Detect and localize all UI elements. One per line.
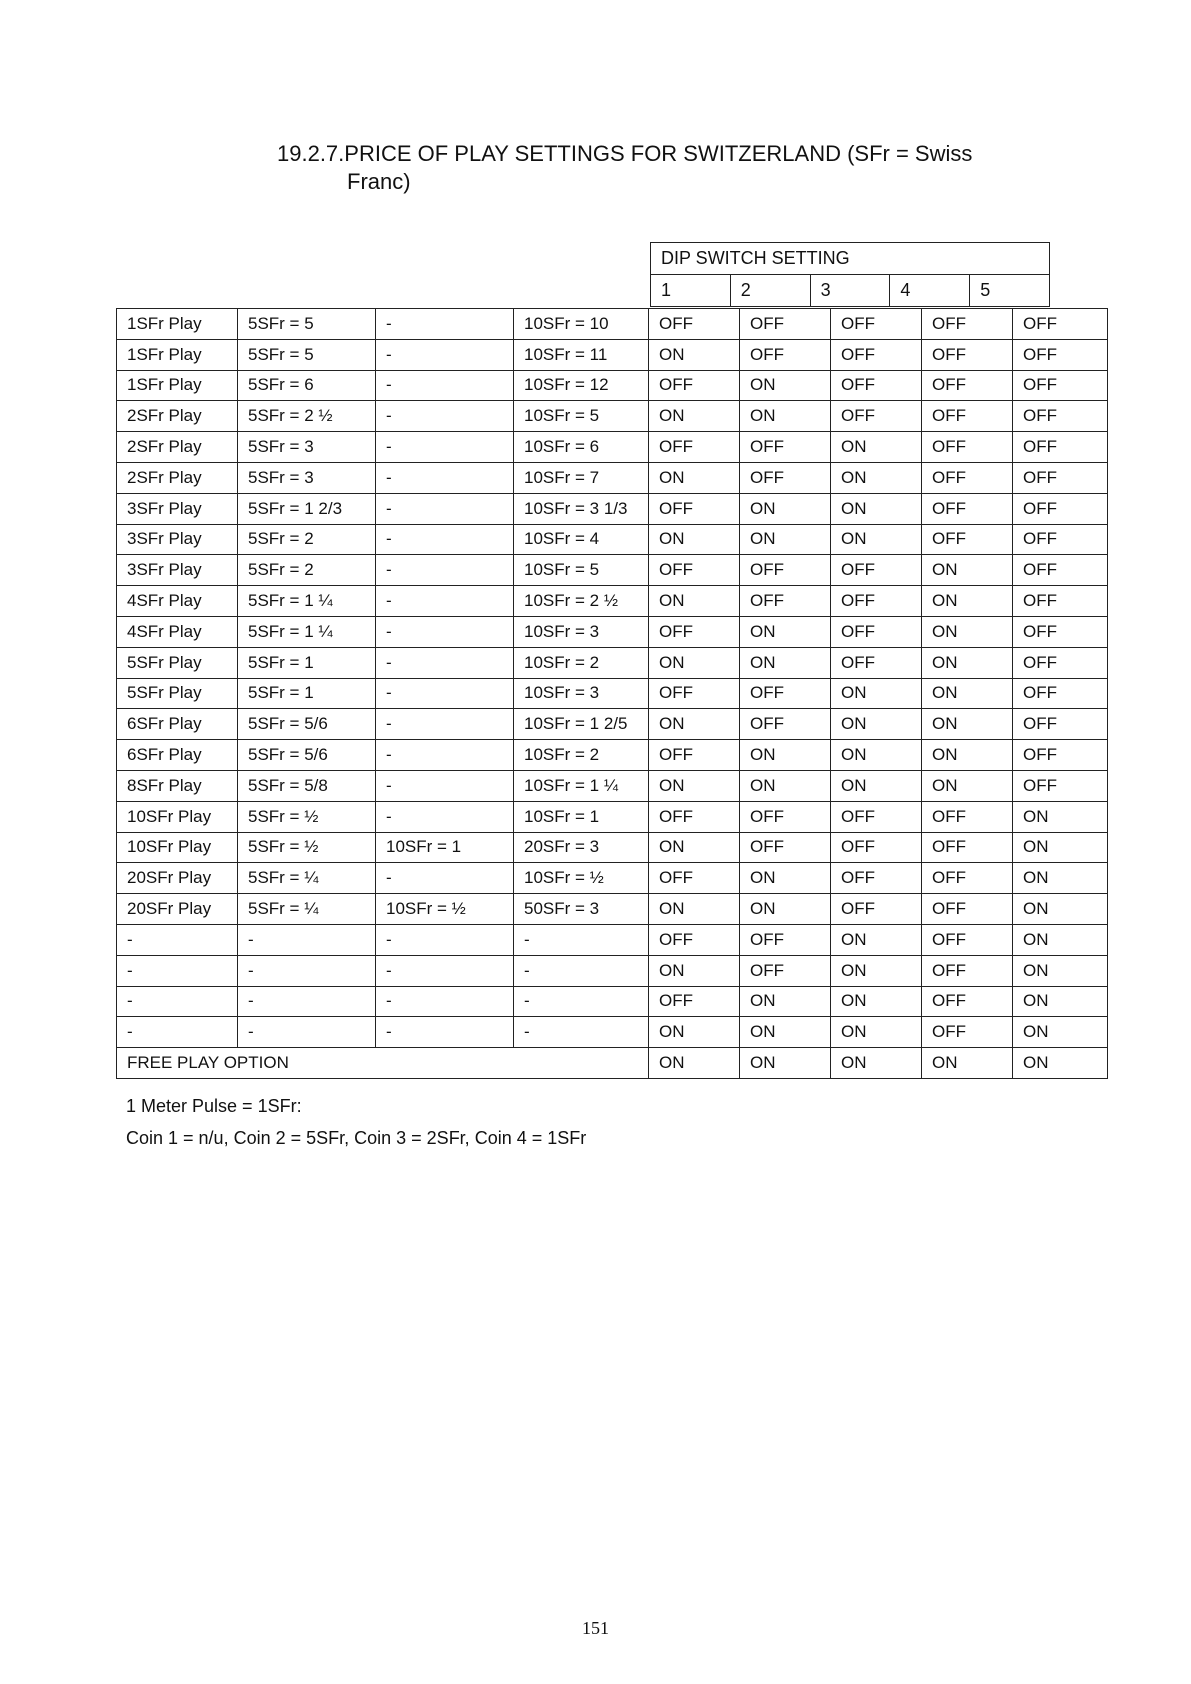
cell-switch-3: ON bbox=[831, 678, 922, 709]
table-row bbox=[117, 524, 1108, 555]
table-row bbox=[117, 986, 1108, 1017]
cell-switch-1: OFF bbox=[649, 924, 740, 955]
cell-switch-5: OFF bbox=[1013, 678, 1108, 709]
cell-switch-5: ON bbox=[1013, 832, 1108, 863]
cell-coin-10sfr-bonus: - bbox=[376, 740, 514, 771]
cell-coin-alt: 20SFr = 3 bbox=[514, 832, 649, 863]
switch-number-1: 1 bbox=[651, 275, 731, 307]
table-row bbox=[117, 647, 1108, 678]
cell-coin-5sfr: - bbox=[238, 955, 376, 986]
cell-switch-1: ON bbox=[649, 462, 740, 493]
cell-switch-5: ON bbox=[1013, 924, 1108, 955]
heading-line-2: Franc) bbox=[347, 169, 411, 194]
cell-switch-1: ON bbox=[649, 770, 740, 801]
cell-switch-3: ON bbox=[831, 986, 922, 1017]
cell-coin-alt: 10SFr = 7 bbox=[514, 462, 649, 493]
table-row bbox=[117, 370, 1108, 401]
cell-switch-4: OFF bbox=[922, 863, 1013, 894]
cell-switch-2: OFF bbox=[740, 432, 831, 463]
cell-switch-4: OFF bbox=[922, 924, 1013, 955]
cell-play-cost: 1SFr Play bbox=[117, 339, 238, 370]
cell-free-play-switch-4: ON bbox=[922, 1048, 1013, 1079]
cell-switch-4: OFF bbox=[922, 462, 1013, 493]
table-row bbox=[117, 709, 1108, 740]
cell-switch-1: ON bbox=[649, 401, 740, 432]
free-play-row bbox=[117, 1048, 1108, 1079]
table-row bbox=[117, 339, 1108, 370]
cell-switch-1: OFF bbox=[649, 493, 740, 524]
cell-switch-2: ON bbox=[740, 770, 831, 801]
table-row bbox=[117, 401, 1108, 432]
cell-switch-3: ON bbox=[831, 770, 922, 801]
cell-switch-1: OFF bbox=[649, 555, 740, 586]
table-row bbox=[117, 678, 1108, 709]
cell-coin-5sfr: 5SFr = 6 bbox=[238, 370, 376, 401]
table-row bbox=[117, 955, 1108, 986]
cell-switch-2: ON bbox=[740, 616, 831, 647]
cell-coin-5sfr: 5SFr = 5 bbox=[238, 309, 376, 340]
cell-switch-1: OFF bbox=[649, 740, 740, 771]
cell-switch-5: OFF bbox=[1013, 647, 1108, 678]
cell-play-cost: 20SFr Play bbox=[117, 894, 238, 925]
cell-switch-3: OFF bbox=[831, 309, 922, 340]
cell-play-cost: 5SFr Play bbox=[117, 647, 238, 678]
cell-coin-alt: 10SFr = 1 2/5 bbox=[514, 709, 649, 740]
cell-coin-10sfr-bonus: - bbox=[376, 586, 514, 617]
cell-coin-5sfr: 5SFr = 5 bbox=[238, 339, 376, 370]
cell-switch-2: ON bbox=[740, 401, 831, 432]
cell-switch-4: ON bbox=[922, 740, 1013, 771]
cell-switch-2: OFF bbox=[740, 462, 831, 493]
cell-free-play-switch-3: ON bbox=[831, 1048, 922, 1079]
cell-play-cost: 3SFr Play bbox=[117, 493, 238, 524]
cell-coin-alt: 10SFr = 5 bbox=[514, 555, 649, 586]
cell-coin-10sfr-bonus: - bbox=[376, 432, 514, 463]
cell-switch-4: ON bbox=[922, 709, 1013, 740]
table-row bbox=[117, 555, 1108, 586]
cell-switch-3: OFF bbox=[831, 339, 922, 370]
cell-switch-4: OFF bbox=[922, 493, 1013, 524]
cell-coin-alt: 10SFr = 6 bbox=[514, 432, 649, 463]
cell-switch-3: OFF bbox=[831, 894, 922, 925]
cell-switch-2: ON bbox=[740, 986, 831, 1017]
cell-coin-10sfr-bonus: - bbox=[376, 1017, 514, 1048]
cell-play-cost: 6SFr Play bbox=[117, 740, 238, 771]
cell-switch-5: OFF bbox=[1013, 770, 1108, 801]
cell-coin-alt: 10SFr = 12 bbox=[514, 370, 649, 401]
cell-switch-4: OFF bbox=[922, 524, 1013, 555]
cell-switch-3: ON bbox=[831, 432, 922, 463]
cell-coin-5sfr: 5SFr = ½ bbox=[238, 832, 376, 863]
cell-switch-3: ON bbox=[831, 924, 922, 955]
cell-switch-3: OFF bbox=[831, 801, 922, 832]
table-row bbox=[117, 586, 1108, 617]
cell-switch-5: ON bbox=[1013, 986, 1108, 1017]
table-row bbox=[117, 1017, 1108, 1048]
cell-switch-5: OFF bbox=[1013, 339, 1108, 370]
table-row bbox=[117, 924, 1108, 955]
cell-coin-10sfr-bonus: - bbox=[376, 370, 514, 401]
cell-coin-10sfr-bonus: - bbox=[376, 616, 514, 647]
cell-coin-5sfr: 5SFr = 5/8 bbox=[238, 770, 376, 801]
cell-switch-1: OFF bbox=[649, 309, 740, 340]
cell-switch-5: OFF bbox=[1013, 370, 1108, 401]
heading-line-1: 19.2.7.PRICE OF PLAY SETTINGS FOR SWITZERLAND (SFr = Swiss bbox=[277, 141, 973, 166]
cell-play-cost: 20SFr Play bbox=[117, 863, 238, 894]
cell-coin-5sfr: 5SFr = 1 bbox=[238, 647, 376, 678]
cell-switch-3: ON bbox=[831, 740, 922, 771]
table-row bbox=[117, 432, 1108, 463]
cell-switch-3: ON bbox=[831, 1017, 922, 1048]
cell-coin-alt: 10SFr = 4 bbox=[514, 524, 649, 555]
cell-free-play-switch-5: ON bbox=[1013, 1048, 1108, 1079]
cell-switch-1: ON bbox=[649, 1017, 740, 1048]
cell-switch-2: OFF bbox=[740, 678, 831, 709]
cell-play-cost: 6SFr Play bbox=[117, 709, 238, 740]
note-coin-values: Coin 1 = n/u, Coin 2 = 5SFr, Coin 3 = 2SFr, Coin 4 = 1SFr bbox=[126, 1128, 587, 1148]
cell-switch-4: OFF bbox=[922, 401, 1013, 432]
table-row bbox=[117, 770, 1108, 801]
cell-coin-alt: - bbox=[514, 924, 649, 955]
cell-coin-10sfr-bonus: - bbox=[376, 555, 514, 586]
price-of-play-table-body bbox=[117, 309, 1108, 1079]
cell-switch-5: OFF bbox=[1013, 616, 1108, 647]
cell-switch-1: OFF bbox=[649, 370, 740, 401]
cell-switch-3: ON bbox=[831, 955, 922, 986]
cell-switch-4: OFF bbox=[922, 801, 1013, 832]
cell-coin-10sfr-bonus: - bbox=[376, 924, 514, 955]
cell-switch-5: ON bbox=[1013, 1017, 1108, 1048]
cell-play-cost: 1SFr Play bbox=[117, 309, 238, 340]
page-number: 151 bbox=[582, 1618, 609, 1638]
cell-coin-10sfr-bonus: - bbox=[376, 863, 514, 894]
cell-switch-2: OFF bbox=[740, 801, 831, 832]
cell-coin-alt: 10SFr = 1 ¼ bbox=[514, 770, 649, 801]
cell-coin-10sfr-bonus: - bbox=[376, 770, 514, 801]
cell-coin-10sfr-bonus: - bbox=[376, 647, 514, 678]
cell-switch-3: OFF bbox=[831, 370, 922, 401]
cell-play-cost: 2SFr Play bbox=[117, 462, 238, 493]
cell-coin-alt: 10SFr = 2 bbox=[514, 740, 649, 771]
cell-free-play-switch-1: ON bbox=[649, 1048, 740, 1079]
cell-coin-10sfr-bonus: - bbox=[376, 339, 514, 370]
cell-coin-10sfr-bonus: - bbox=[376, 493, 514, 524]
table-row bbox=[117, 493, 1108, 524]
cell-coin-5sfr: 5SFr = ½ bbox=[238, 801, 376, 832]
cell-switch-2: ON bbox=[740, 493, 831, 524]
cell-coin-5sfr: - bbox=[238, 986, 376, 1017]
cell-coin-5sfr: - bbox=[238, 924, 376, 955]
cell-switch-1: ON bbox=[649, 955, 740, 986]
table-row bbox=[117, 863, 1108, 894]
cell-play-cost: - bbox=[117, 924, 238, 955]
section-heading bbox=[277, 140, 1077, 196]
cell-play-cost: 10SFr Play bbox=[117, 801, 238, 832]
cell-play-cost: 5SFr Play bbox=[117, 678, 238, 709]
cell-coin-alt: 10SFr = 3 1/3 bbox=[514, 493, 649, 524]
cell-coin-alt: 10SFr = 3 bbox=[514, 678, 649, 709]
table-row bbox=[117, 894, 1108, 925]
cell-coin-5sfr: 5SFr = 2 ½ bbox=[238, 401, 376, 432]
cell-switch-5: OFF bbox=[1013, 709, 1108, 740]
cell-play-cost: - bbox=[117, 1017, 238, 1048]
cell-switch-5: OFF bbox=[1013, 401, 1108, 432]
cell-switch-4: ON bbox=[922, 555, 1013, 586]
cell-play-cost: 3SFr Play bbox=[117, 555, 238, 586]
cell-switch-3: ON bbox=[831, 493, 922, 524]
cell-switch-2: ON bbox=[740, 647, 831, 678]
cell-switch-4: OFF bbox=[922, 832, 1013, 863]
cell-coin-alt: 10SFr = 2 ½ bbox=[514, 586, 649, 617]
cell-play-cost: 1SFr Play bbox=[117, 370, 238, 401]
cell-coin-5sfr: 5SFr = 5/6 bbox=[238, 740, 376, 771]
cell-coin-alt: 10SFr = 5 bbox=[514, 401, 649, 432]
cell-play-cost: 8SFr Play bbox=[117, 770, 238, 801]
cell-coin-10sfr-bonus: - bbox=[376, 709, 514, 740]
cell-coin-5sfr: 5SFr = 1 ¼ bbox=[238, 616, 376, 647]
cell-coin-alt: - bbox=[514, 1017, 649, 1048]
cell-coin-alt: 10SFr = ½ bbox=[514, 863, 649, 894]
cell-coin-alt: 50SFr = 3 bbox=[514, 894, 649, 925]
cell-coin-5sfr: 5SFr = 3 bbox=[238, 432, 376, 463]
table-row bbox=[117, 832, 1108, 863]
cell-coin-5sfr: 5SFr = 3 bbox=[238, 462, 376, 493]
cell-switch-5: OFF bbox=[1013, 309, 1108, 340]
note-meter-pulse: 1 Meter Pulse = 1SFr: bbox=[126, 1096, 302, 1116]
cell-switch-1: ON bbox=[649, 647, 740, 678]
cell-switch-5: OFF bbox=[1013, 555, 1108, 586]
cell-coin-alt: - bbox=[514, 955, 649, 986]
cell-switch-4: OFF bbox=[922, 432, 1013, 463]
cell-switch-1: ON bbox=[649, 586, 740, 617]
cell-switch-3: OFF bbox=[831, 863, 922, 894]
cell-play-cost: 3SFr Play bbox=[117, 524, 238, 555]
cell-switch-1: ON bbox=[649, 709, 740, 740]
table-row bbox=[117, 616, 1108, 647]
cell-coin-alt: 10SFr = 3 bbox=[514, 616, 649, 647]
cell-play-cost: 4SFr Play bbox=[117, 616, 238, 647]
cell-switch-4: OFF bbox=[922, 339, 1013, 370]
cell-switch-3: OFF bbox=[831, 832, 922, 863]
cell-switch-5: OFF bbox=[1013, 493, 1108, 524]
table-row bbox=[117, 801, 1108, 832]
cell-switch-5: ON bbox=[1013, 801, 1108, 832]
cell-coin-alt: 10SFr = 1 bbox=[514, 801, 649, 832]
cell-switch-2: ON bbox=[740, 1017, 831, 1048]
cell-switch-2: ON bbox=[740, 524, 831, 555]
switch-number-2: 2 bbox=[730, 275, 810, 307]
cell-coin-alt: 10SFr = 2 bbox=[514, 647, 649, 678]
cell-switch-4: ON bbox=[922, 678, 1013, 709]
cell-coin-5sfr: 5SFr = ¼ bbox=[238, 863, 376, 894]
cell-switch-4: OFF bbox=[922, 955, 1013, 986]
cell-coin-alt: 10SFr = 10 bbox=[514, 309, 649, 340]
cell-switch-5: ON bbox=[1013, 955, 1108, 986]
cell-coin-5sfr: 5SFr = 1 bbox=[238, 678, 376, 709]
cell-switch-4: ON bbox=[922, 647, 1013, 678]
cell-play-cost: 4SFr Play bbox=[117, 586, 238, 617]
cell-play-cost: - bbox=[117, 986, 238, 1017]
cell-switch-1: ON bbox=[649, 524, 740, 555]
switch-number-5: 5 bbox=[970, 275, 1050, 307]
cell-switch-4: OFF bbox=[922, 370, 1013, 401]
cell-coin-10sfr-bonus: - bbox=[376, 401, 514, 432]
price-of-play-table bbox=[116, 308, 1108, 1079]
cell-switch-4: ON bbox=[922, 616, 1013, 647]
cell-switch-1: OFF bbox=[649, 801, 740, 832]
table-row bbox=[117, 740, 1108, 771]
cell-coin-10sfr-bonus: - bbox=[376, 955, 514, 986]
cell-switch-2: OFF bbox=[740, 832, 831, 863]
cell-play-cost: - bbox=[117, 955, 238, 986]
cell-coin-10sfr-bonus: - bbox=[376, 524, 514, 555]
cell-switch-1: OFF bbox=[649, 863, 740, 894]
cell-switch-2: ON bbox=[740, 863, 831, 894]
cell-coin-5sfr: 5SFr = 1 ¼ bbox=[238, 586, 376, 617]
cell-switch-2: ON bbox=[740, 370, 831, 401]
table-row bbox=[117, 309, 1108, 340]
cell-switch-2: OFF bbox=[740, 309, 831, 340]
cell-coin-10sfr-bonus: - bbox=[376, 678, 514, 709]
cell-switch-5: OFF bbox=[1013, 462, 1108, 493]
notes bbox=[126, 1090, 586, 1154]
cell-play-cost: 2SFr Play bbox=[117, 401, 238, 432]
cell-coin-5sfr: 5SFr = 2 bbox=[238, 555, 376, 586]
cell-switch-4: OFF bbox=[922, 894, 1013, 925]
cell-switch-3: OFF bbox=[831, 401, 922, 432]
cell-switch-1: OFF bbox=[649, 678, 740, 709]
cell-switch-4: ON bbox=[922, 770, 1013, 801]
cell-coin-10sfr-bonus: 10SFr = ½ bbox=[376, 894, 514, 925]
switch-number-3: 3 bbox=[810, 275, 890, 307]
cell-switch-5: OFF bbox=[1013, 740, 1108, 771]
cell-switch-3: ON bbox=[831, 462, 922, 493]
cell-coin-5sfr: 5SFr = 1 2/3 bbox=[238, 493, 376, 524]
cell-coin-alt: 10SFr = 11 bbox=[514, 339, 649, 370]
cell-coin-5sfr: 5SFr = 2 bbox=[238, 524, 376, 555]
cell-switch-3: ON bbox=[831, 709, 922, 740]
cell-play-cost: 10SFr Play bbox=[117, 832, 238, 863]
cell-coin-10sfr-bonus: - bbox=[376, 986, 514, 1017]
cell-switch-1: OFF bbox=[649, 986, 740, 1017]
cell-switch-2: OFF bbox=[740, 339, 831, 370]
cell-coin-5sfr: - bbox=[238, 1017, 376, 1048]
cell-coin-10sfr-bonus: - bbox=[376, 801, 514, 832]
cell-switch-1: OFF bbox=[649, 432, 740, 463]
dip-switch-title: DIP SWITCH SETTING bbox=[651, 243, 1050, 275]
cell-switch-2: OFF bbox=[740, 955, 831, 986]
cell-switch-3: OFF bbox=[831, 555, 922, 586]
table-row bbox=[117, 462, 1108, 493]
cell-switch-3: OFF bbox=[831, 616, 922, 647]
cell-switch-4: OFF bbox=[922, 309, 1013, 340]
cell-switch-2: ON bbox=[740, 894, 831, 925]
cell-free-play-switch-2: ON bbox=[740, 1048, 831, 1079]
cell-coin-10sfr-bonus: 10SFr = 1 bbox=[376, 832, 514, 863]
cell-switch-1: ON bbox=[649, 339, 740, 370]
dip-switch-header-table bbox=[650, 242, 1050, 307]
cell-coin-10sfr-bonus: - bbox=[376, 462, 514, 493]
cell-switch-5: ON bbox=[1013, 863, 1108, 894]
cell-switch-2: OFF bbox=[740, 924, 831, 955]
cell-switch-2: OFF bbox=[740, 555, 831, 586]
cell-switch-1: ON bbox=[649, 894, 740, 925]
cell-switch-1: ON bbox=[649, 832, 740, 863]
cell-switch-4: ON bbox=[922, 586, 1013, 617]
cell-switch-3: OFF bbox=[831, 586, 922, 617]
cell-coin-5sfr: 5SFr = ¼ bbox=[238, 894, 376, 925]
cell-switch-1: OFF bbox=[649, 616, 740, 647]
cell-switch-3: ON bbox=[831, 524, 922, 555]
cell-coin-10sfr-bonus: - bbox=[376, 309, 514, 340]
cell-play-cost: 2SFr Play bbox=[117, 432, 238, 463]
cell-switch-5: OFF bbox=[1013, 432, 1108, 463]
cell-switch-5: OFF bbox=[1013, 524, 1108, 555]
free-play-label: FREE PLAY OPTION bbox=[117, 1048, 649, 1079]
cell-coin-5sfr: 5SFr = 5/6 bbox=[238, 709, 376, 740]
cell-switch-5: OFF bbox=[1013, 586, 1108, 617]
cell-switch-2: OFF bbox=[740, 709, 831, 740]
cell-switch-2: ON bbox=[740, 740, 831, 771]
cell-switch-3: OFF bbox=[831, 647, 922, 678]
cell-switch-2: OFF bbox=[740, 586, 831, 617]
cell-switch-4: OFF bbox=[922, 1017, 1013, 1048]
cell-switch-4: OFF bbox=[922, 986, 1013, 1017]
cell-coin-alt: - bbox=[514, 986, 649, 1017]
cell-switch-5: ON bbox=[1013, 894, 1108, 925]
switch-number-4: 4 bbox=[890, 275, 970, 307]
